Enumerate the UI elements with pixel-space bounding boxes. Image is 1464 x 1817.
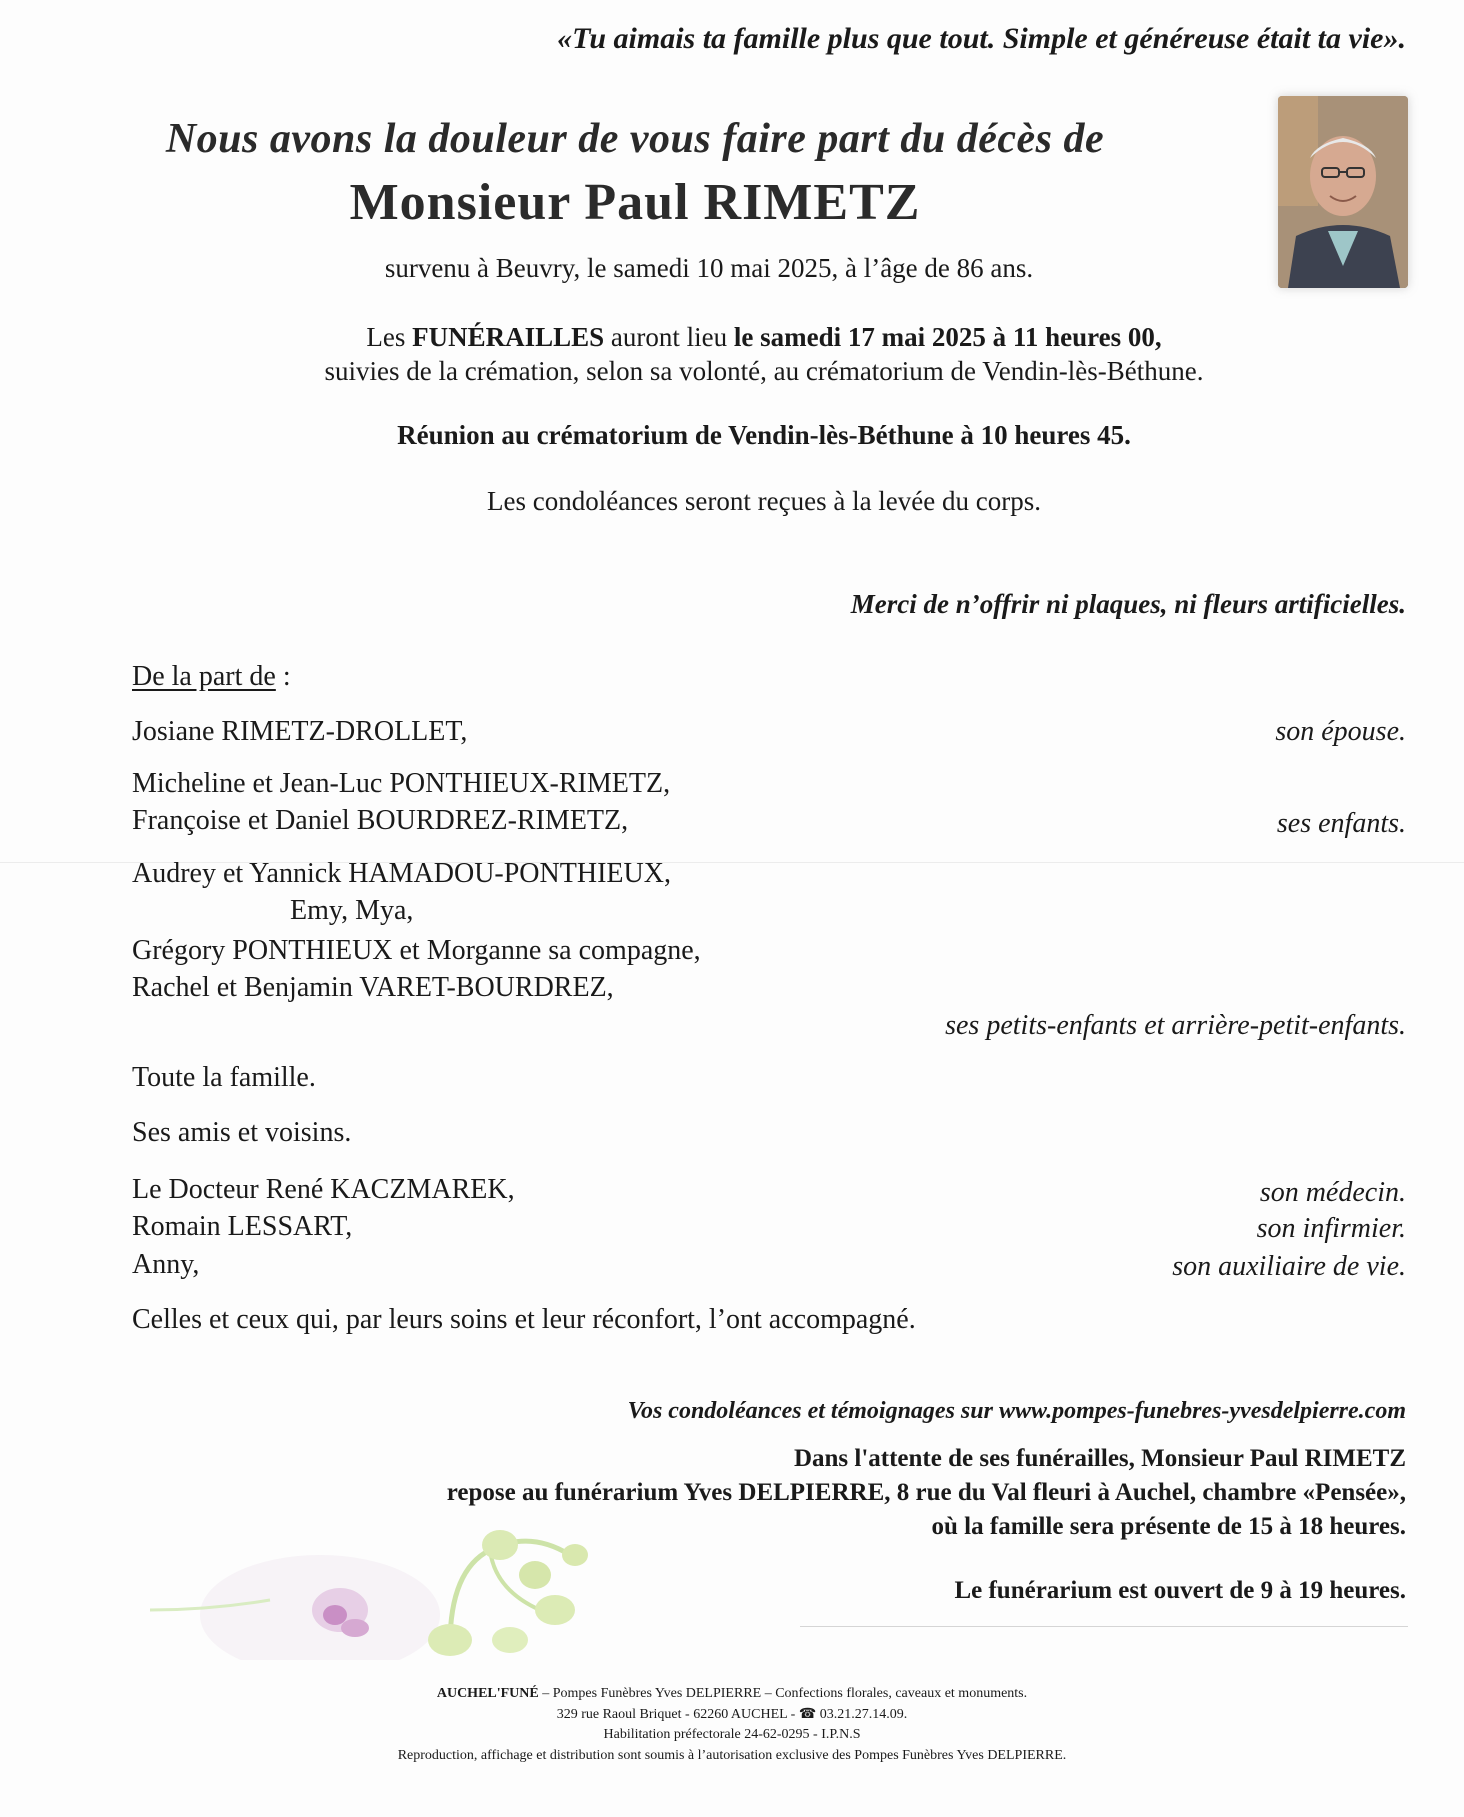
divider bbox=[800, 1626, 1408, 1627]
grandchild-name: Grégory PONTHIEUX et Morganne sa compagne, bbox=[132, 935, 701, 966]
footer-habilitation: Habilitation préfectorale 24-62-0295 - I.P.N.S bbox=[603, 1727, 861, 1742]
children-role: ses enfants. bbox=[1276, 808, 1406, 839]
spouse-role: son épouse. bbox=[1275, 716, 1406, 747]
grandchildren-role: ses petits-enfants et arrière-petit-enfants. bbox=[945, 1010, 1406, 1041]
death-info: survenu à Beuvry, le samedi 10 mai 2025, à l’âge de 86 ans. bbox=[384, 253, 1034, 283]
toute-la-famille: Toute la famille. bbox=[132, 1062, 316, 1093]
child-name: Françoise et Daniel BOURDREZ-RIMETZ, bbox=[132, 805, 629, 836]
funerailles-label: FUNÉRAILLES bbox=[412, 322, 605, 352]
spouse-name: Josiane RIMETZ-DROLLET, bbox=[132, 716, 468, 747]
announcement-heading: Nous avons la douleur de vous faire part du décès de bbox=[165, 116, 1105, 162]
epitaph-quote: «Tu aimais ta famille plus que tout. Simple et généreuse était ta vie». bbox=[557, 22, 1406, 55]
condoleances-line: Les condoléances seront reçues à la levée du corps. bbox=[486, 486, 1041, 516]
aide-role: son auxiliaire de vie. bbox=[1172, 1251, 1406, 1282]
repose-line: où la famille sera présente de 15 à 18 heures. bbox=[931, 1513, 1406, 1540]
deceased-name: Monsieur Paul RIMETZ bbox=[349, 174, 921, 231]
repose-line: repose au funérarium Yves DELPIERRE, 8 rue du Val fleuri à Auchel, chambre «Pensée», bbox=[446, 1479, 1406, 1506]
caregivers-line: Celles et ceux qui, par leurs soins et leur réconfort, l’ont accompagné. bbox=[132, 1304, 916, 1335]
footer-reproduction: Reproduction, affichage et distribution sont soumis à l’autorisation exclusive des Pompes Funèbres Yves DELPIERRE. bbox=[397, 1748, 1067, 1763]
repose-line: Dans l'attente de ses funérailles, Monsieur Paul RIMETZ bbox=[793, 1445, 1406, 1472]
child-name: Micheline et Jean-Luc PONTHIEUX-RIMETZ, bbox=[132, 768, 671, 799]
grandchild-name: Audrey et Yannick HAMADOU-PONTHIEUX, bbox=[132, 858, 671, 889]
grandchild-name: Emy, Mya, bbox=[290, 895, 414, 926]
nurse-role: son infirmier. bbox=[1256, 1213, 1406, 1244]
condolences-website: Vos condoléances et témoignages sur www.pompes-funebres-yvesdelpierre.com bbox=[627, 1398, 1406, 1424]
cremation-line: suivies de la crémation, selon sa volonté, au crématorium de Vendin-lès-Béthune. bbox=[324, 356, 1204, 386]
nurse-name: Romain LESSART, bbox=[132, 1211, 353, 1242]
doctor-role: son médecin. bbox=[1259, 1177, 1406, 1208]
funeral-date: le samedi 17 mai 2025 à 11 heures 00, bbox=[733, 322, 1162, 352]
footer-address-line: 329 rue Raoul Briquet - 62260 AUCHEL - ☎ 03.21.27.14.09. bbox=[556, 1707, 908, 1722]
no-flowers-notice: Merci de n’offrir ni plaques, ni fleurs artificielles. bbox=[850, 589, 1406, 619]
footer-company-line: AUCHEL'FUNÉ – Pompes Funèbres Yves DELPIERRE – Confections florales, caveaux et monuments. bbox=[436, 1686, 1028, 1701]
aide-name: Anny, bbox=[132, 1249, 200, 1280]
doctor-name: Le Docteur René KACZMAREK, bbox=[132, 1174, 515, 1205]
de-la-part-de: De la part de : bbox=[132, 661, 291, 692]
reunion-line: Réunion au crématorium de Vendin-lès-Béthune à 10 heures 45. bbox=[397, 420, 1131, 450]
funeral-line: Les FUNÉRAILLES auront lieu le samedi 17 mai 2025 à 11 heures 00, bbox=[366, 322, 1162, 352]
amis-et-voisins: Ses amis et voisins. bbox=[132, 1117, 352, 1148]
grandchild-name: Rachel et Benjamin VARET-BOURDREZ, bbox=[132, 972, 614, 1003]
funerarium-hours: Le funérarium est ouvert de 9 à 19 heures. bbox=[954, 1577, 1406, 1604]
